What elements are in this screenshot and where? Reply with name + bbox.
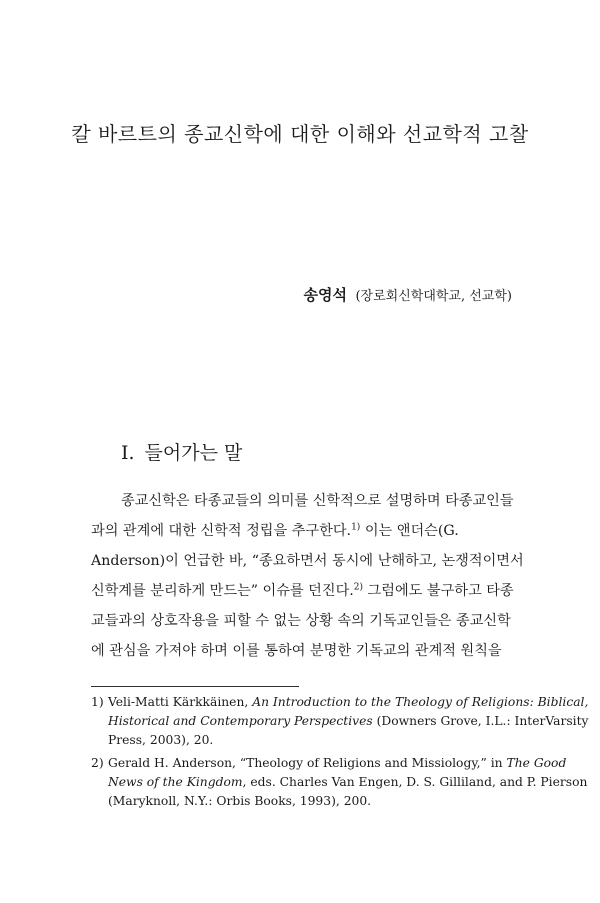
body-line: 종교신학은 타종교들의 의미를 신학적으로 설명하며 타종교인들 bbox=[121, 493, 514, 509]
footnote-text: Veli-Matti Kärkkäinen, bbox=[108, 695, 253, 709]
footnote-marker[interactable]: 2) bbox=[353, 582, 364, 593]
footnote-1 bbox=[91, 693, 589, 750]
footnote-2 bbox=[91, 754, 588, 811]
body-text: 신학계를 분리하게 만드는” 이슈를 던진다. bbox=[91, 583, 354, 599]
section-number: I. bbox=[121, 442, 135, 464]
paper-title: 칼 바르트의 종교신학에 대한 이해와 선교학적 고찰 bbox=[71, 122, 529, 146]
body-line bbox=[91, 516, 508, 546]
footnote-book-title: An Introduction to the Theology of Religions: Biblical, bbox=[252, 695, 589, 709]
body-line: 교들과의 상호작용을 피할 수 없는 상황 속의 기독교인들은 종교신학 bbox=[91, 613, 511, 629]
footnote-text: (Downers Grove, I.L.: InterVarsity bbox=[372, 714, 589, 728]
body-text: 과의 관계에 대한 신학적 정립을 추구한다. bbox=[91, 523, 352, 539]
footnote-number: 2) bbox=[91, 756, 104, 770]
footnotes bbox=[91, 693, 589, 815]
footnote-number: 1) bbox=[91, 695, 104, 709]
body-paragraph bbox=[91, 486, 524, 666]
footnote-text: Gerald H. Anderson, “Theology of Religions and Missiology,” in bbox=[108, 756, 507, 770]
body-line: 에 관심을 가져야 하며 이를 통하여 분명한 기독교의 관계적 원칙을 bbox=[91, 643, 502, 659]
author-name: 송영석 bbox=[303, 286, 347, 304]
footnote-book-title: News of the Kingdom bbox=[108, 775, 243, 789]
body-line bbox=[91, 576, 514, 606]
footnote-text: , eds. Charles Van Engen, D. S. Gilliland, and P. Pierson bbox=[242, 775, 588, 789]
body-line: Anderson)이 언급한 바, “종요하면서 동시에 난해하고, 논쟁적이면서 bbox=[91, 553, 524, 569]
author-line bbox=[304, 284, 512, 305]
author-affiliation: (장로회신학대학교, 선교학) bbox=[355, 289, 512, 304]
body-text: 이는 앤더슨(G. bbox=[360, 523, 459, 539]
section-title: 들어가는 말 bbox=[144, 442, 243, 464]
footnote-text: Press, 2003), 20. bbox=[108, 733, 214, 747]
footnote-divider bbox=[91, 686, 299, 687]
footnote-book-title: Historical and Contemporary Perspectives bbox=[108, 714, 373, 728]
footnote-text: (Maryknoll, N.Y.: Orbis Books, 1993), 200. bbox=[108, 794, 372, 808]
section-heading bbox=[121, 438, 242, 465]
body-text: 그럼에도 불구하고 타종 bbox=[363, 583, 514, 599]
footnote-book-title: The Good bbox=[506, 756, 567, 770]
footnote-marker[interactable]: 1) bbox=[351, 522, 361, 533]
